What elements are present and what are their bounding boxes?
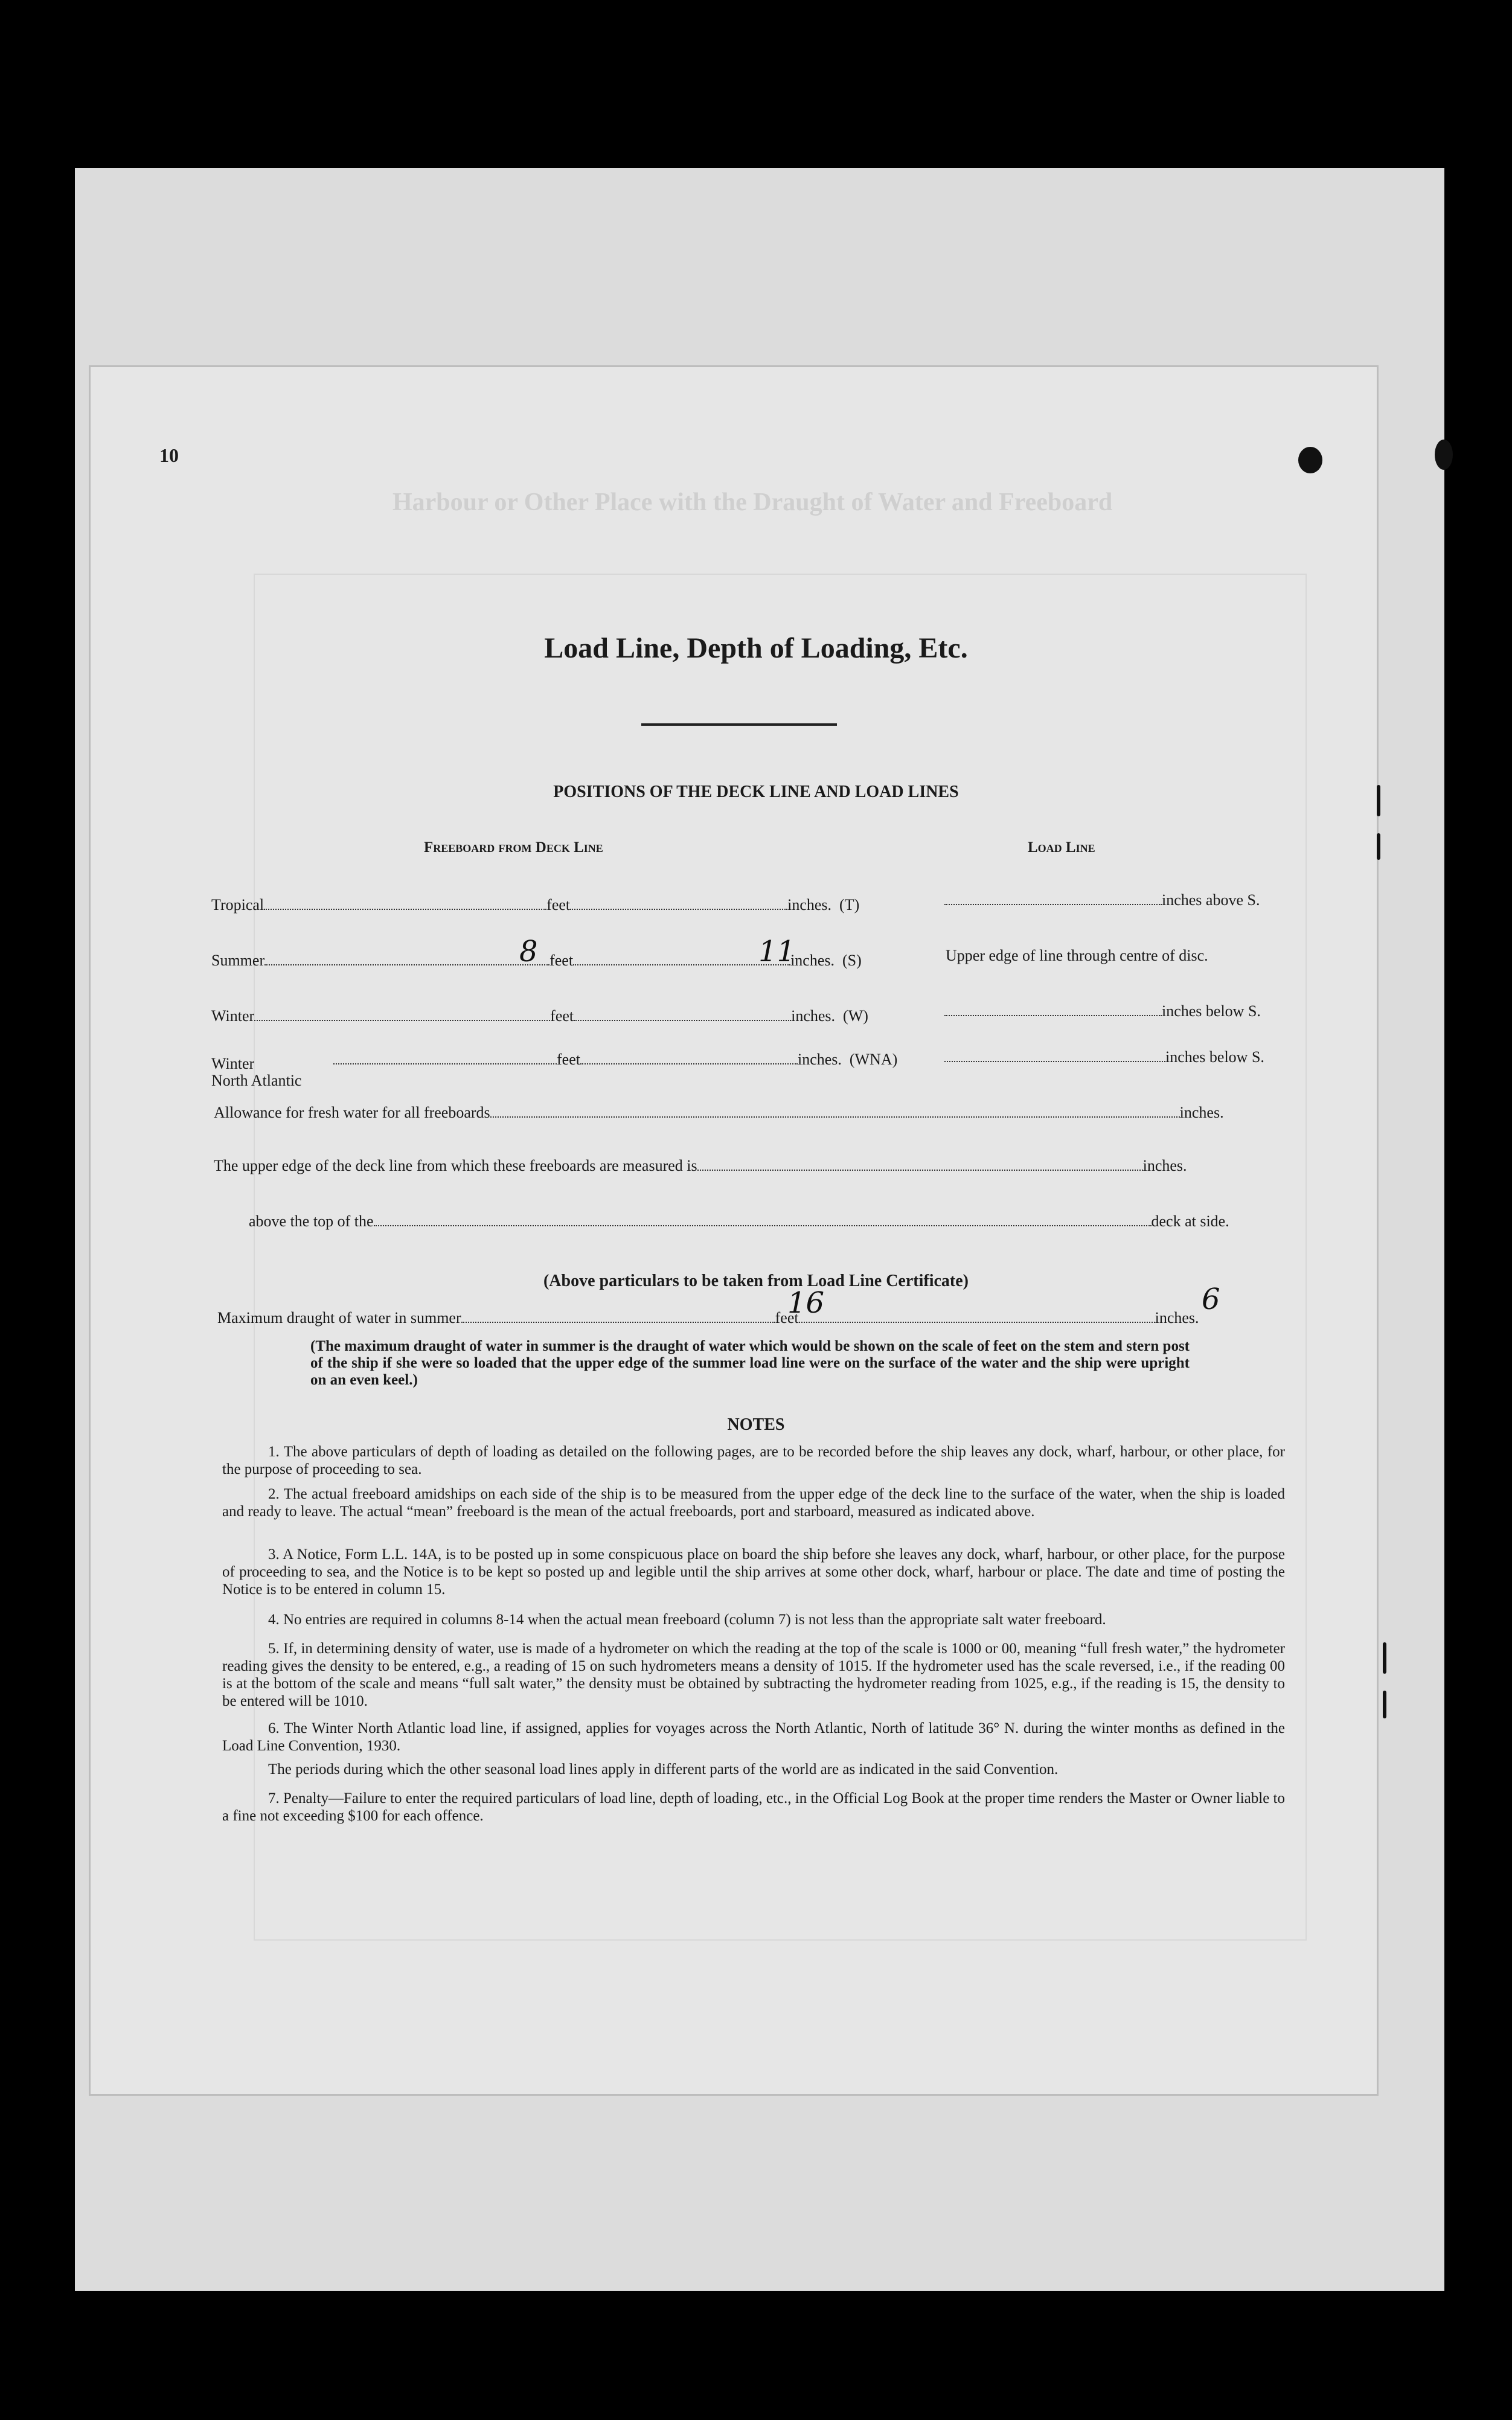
note-6: 6. The Winter North Atlantic load line, if assigned, applies for voyages across the North Atlantic, North of latitude 36° N. during the winter months as defined in the Load Line Convention, 1930.	[222, 1720, 1285, 1754]
scan-mark	[1383, 1691, 1386, 1718]
load-line-text: inches above S.	[1162, 891, 1260, 909]
allowance-unit: inches.	[1179, 1104, 1224, 1121]
wna-load-line	[944, 1048, 1264, 1066]
bleed-through-heading: Harbour or Other Place with the Draught of Water and Freeboard	[392, 488, 1113, 516]
code-label: (WNA)	[849, 1051, 898, 1068]
handwritten-draught-feet: 16	[787, 1286, 825, 1320]
wna-row	[333, 1051, 897, 1069]
handwritten-summer-inches: 11	[758, 935, 796, 968]
note-7: 7. Penalty—Failure to enter the required particulars of load line, depth of loading, etc., in the Official Log Book at the proper time renders the Master or Owner liable to a fine not exceeding $100 for each offence.	[222, 1790, 1285, 1824]
load-line-column-header: Load Line	[1028, 839, 1095, 856]
note-2: 2. The actual freeboard amidships on each side of the ship is to be measured from the upper edge of the deck line to the surface of the water, when the ship is loaded and ready to leave. The actual “mean” freeboard is the mean of the actual freeboards, port and starboard, measured as indicated above.	[222, 1486, 1285, 1520]
feet-label: feet	[775, 1309, 799, 1327]
notes-heading: NOTES	[727, 1415, 785, 1434]
wna-label	[211, 1055, 301, 1089]
max-draught-row	[217, 1309, 1199, 1327]
note-1: 1. The above particulars of depth of loading as detailed on the following pages, are to be recorded before the ship leaves any dock, wharf, harbour, or other place, for the purpose of proceeding to sea.	[222, 1444, 1285, 1477]
note-4: 4. No entries are required in columns 8-14 when the actual mean freeboard (column 7) is not less than the appropriate salt water freeboard.	[268, 1612, 1106, 1628]
inches-label: inches.	[1155, 1309, 1199, 1327]
row-label: Winter	[211, 1007, 255, 1025]
feet-label: feet	[549, 952, 574, 969]
freeboard-column-header: Freeboard from Deck Line	[424, 839, 603, 856]
note-6-periods: The periods during which the other seasonal load lines apply in different parts of the world are as indicated in the said Convention.	[268, 1761, 1059, 1778]
code-label: (W)	[843, 1007, 868, 1025]
inches-label: inches.	[790, 952, 834, 969]
title-rule	[641, 723, 837, 726]
row-label: Tropical	[211, 896, 264, 914]
certificate-note: (Above particulars to be taken from Load Line Certificate)	[543, 1272, 969, 1290]
feet-label: feet	[557, 1051, 580, 1068]
upper-edge-unit: inches.	[1142, 1157, 1187, 1174]
max-draught-label: Maximum draught of water in summer	[217, 1309, 461, 1327]
punch-hole-edge	[1435, 440, 1453, 470]
max-draught-explanation: (The maximum draught of water in summer is the draught of water which would be shown on the scale of feet on the stem and stern post of the ship if she were so loaded that the upper edge of the summer load line were on the surface of the water and the ship were upright on an even keel.)	[310, 1338, 1190, 1388]
row-label-line1: Winter	[211, 1055, 255, 1072]
load-line-text: inches below S.	[1162, 1002, 1261, 1020]
allowance-label: Allowance for fresh water for all freeboards	[214, 1104, 490, 1121]
section-heading: POSITIONS OF THE DECK LINE AND LOAD LINES	[553, 783, 959, 801]
tropical-row	[211, 896, 859, 914]
note-3: 3. A Notice, Form L.L. 14A, is to be posted up in some conspicuous place on board the ship before she leaves any dock, wharf, harbour, or other place, for the purpose of proceeding to sea, and the Notice is to be kept so posted up and legible until the ship arrives at some other dock, wharf, harbour or place. The date and time of posting the Notice is to be entered in column 15.	[222, 1546, 1285, 1598]
page-title: Load Line, Depth of Loading, Etc.	[544, 632, 968, 664]
page-number: 10	[159, 444, 179, 466]
tropical-load-line	[944, 891, 1260, 909]
punch-hole	[1298, 447, 1322, 473]
summer-load-line: Upper edge of line through centre of disc.	[946, 947, 1208, 964]
feet-label: feet	[546, 896, 571, 914]
row-label-line2: North Atlantic	[211, 1072, 302, 1089]
inches-label: inches.	[797, 1051, 842, 1068]
scan-mark	[1383, 1642, 1386, 1674]
inches-label: inches.	[787, 896, 832, 914]
above-top-unit: deck at side.	[1151, 1212, 1229, 1230]
scan-mark	[1377, 785, 1380, 816]
allowance-row	[214, 1104, 1224, 1122]
upper-edge-row	[214, 1157, 1187, 1175]
above-top-label: above the top of the	[249, 1212, 374, 1230]
note-5: 5. If, in determining density of water, use is made of a hydrometer on which the reading at the top of the scale is 1000 or 00, meaning “full fresh water,” the hydrometer reading gives the density to be entered, e.g., a reading of 15 on such hydrometers means a density of 1015. If the hydrometer used has the scale reversed, i.e., if the reading 00 is at the bottom of the scale and means “full salt water,” the density must be obtained by subtracting the hydrometer reading from 1025, e.g., if the reading is 15, the density to be entered will be 1010.	[222, 1641, 1285, 1709]
upper-edge-label: The upper edge of the deck line from which these freeboards are measured is	[214, 1157, 697, 1174]
inches-label: inches.	[791, 1007, 836, 1025]
row-label: Summer	[211, 952, 265, 969]
code-label: (S)	[842, 952, 862, 969]
load-line-text: inches below S.	[1165, 1048, 1264, 1066]
feet-label: feet	[550, 1007, 574, 1025]
scan-mark	[1377, 833, 1380, 860]
handwritten-draught-inches: 6	[1202, 1282, 1220, 1316]
winter-load-line	[944, 1002, 1261, 1020]
winter-row	[211, 1007, 868, 1025]
handwritten-summer-feet: 8	[519, 935, 538, 968]
code-label: (T)	[839, 896, 860, 914]
above-top-row	[249, 1212, 1229, 1231]
